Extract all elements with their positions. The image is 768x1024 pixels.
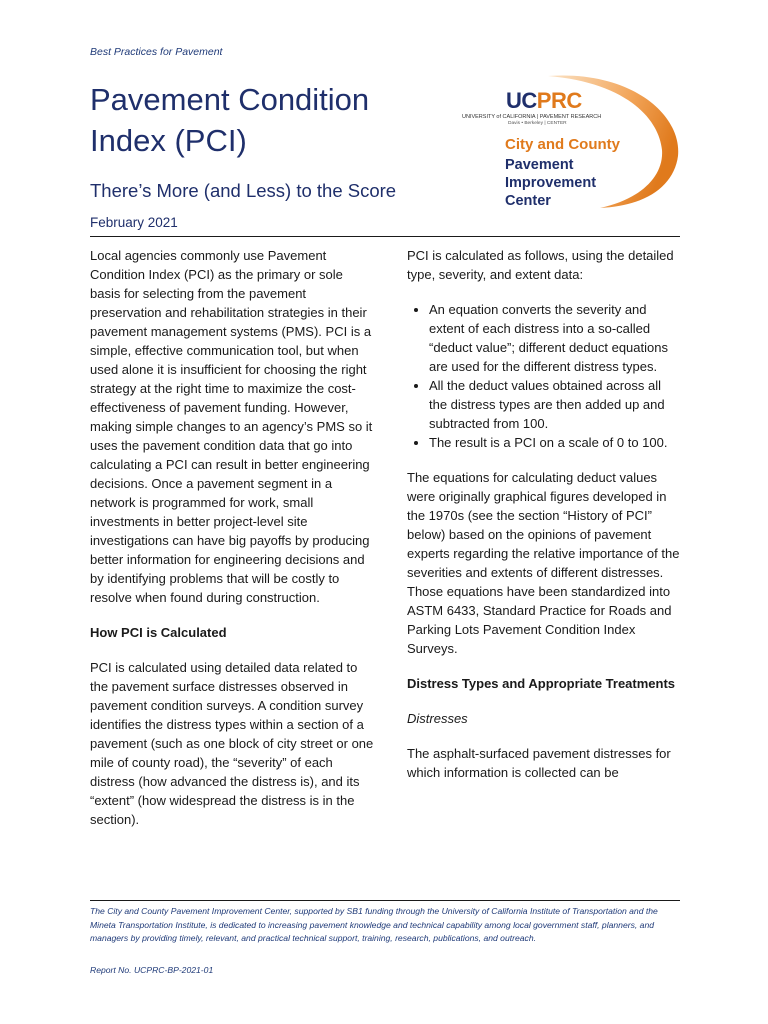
page-title (90, 79, 369, 161)
title-line-2: Index (PCI) (90, 123, 247, 158)
list-item: • The result is a PCI on a scale of 0 to 100. (429, 433, 682, 452)
report-number: Report No. UCPRC-BP-2021-01 (90, 965, 214, 975)
logo-center-line-2: Improvement (505, 175, 597, 191)
list-item: • An equation converts the severity and extent of each distress into a so-called “deduct value”; different deduct equations are used for the different distress types. (429, 300, 682, 376)
logo-city-county: City and County (505, 136, 620, 153)
publication-date: February 2021 (90, 215, 178, 230)
right-column (407, 246, 682, 798)
page-subtitle: There’s More (and Less) to the Score (90, 180, 397, 201)
subsection-heading-distresses: Distresses (407, 711, 468, 726)
calculation-paragraph: PCI is calculated using detailed data related to the pavement surface distresses observed in pavement condition surveys. A condition survey identifies the distress types within a section of a pavement (such as one block of city street or one mile of county road), the “severity” of each distress (how advanced the distress is), and its “extent” (how widespread the distress is in the section). (90, 660, 374, 827)
calc-steps-intro: PCI is calculated as follows, using the detailed type, severity, and extent data: (407, 248, 674, 282)
logo-center-line-3: Center (505, 193, 551, 209)
list-item: • All the deduct values obtained across all the distress types are then added up and subtracted from 100. (429, 376, 682, 433)
logo-uc: UC (506, 88, 537, 113)
equations-paragraph: The equations for calculating deduct values were originally graphical figures developed in the 1970s (see the section “History of PCI” below) based on the opinions of pavement experts regarding the relative importance of the severities and extents of different distresses. Those equations have been standardized into ASTM 6433, Standard Practice for Roads and Parking Lots Pavement Condition Index Surveys. (407, 470, 680, 656)
ucprc-logo (460, 74, 682, 212)
left-column (90, 246, 375, 845)
logo-prc: PRC (536, 88, 582, 113)
logo-center-line-1: Pavement (505, 157, 574, 173)
logo-university-line: UNIVERSITY of CALIFORNIA | PAVEMENT RESEARCH (462, 114, 602, 120)
logo-campus-line: Davis • Berkeley | CENTER (508, 121, 567, 126)
title-line-1: Pavement Condition (90, 82, 370, 117)
logo-wordmark (506, 88, 582, 114)
logo-center-name (505, 156, 596, 210)
series-label: Best Practices for Pavement (90, 46, 223, 58)
calc-steps-list (407, 300, 682, 452)
section-heading-distress-types: Distress Types and Appropriate Treatments (407, 676, 676, 691)
section-heading-how-pci-calculated: How PCI is Calculated (90, 625, 227, 640)
intro-paragraph: Local agencies commonly use Pavement Condition Index (PCI) as the primary or sole basis for selecting from the pavement preservation and rehabilitation strategies in their pavement management systems (PMS). PCI is a simple, effective communication tool, but when used alone it is insufficient for choosing the right strategy at the right time to maximize the cost-effectiveness of pavement funding. However, making simple changes to an agency’s PMS so it uses the pavement condition data that go into calculating a PCI can result in better engineering decisions. Once a pavement segment in a network is programmed for work, small investments in better project-level site investigations can have big payoffs by producing better information for engineering decisions and by identifying problems that will be costly to resolve when found during construction. (90, 248, 373, 605)
distress-paragraph: The asphalt-surfaced pavement distresses for which information is collected can be (407, 746, 671, 780)
footer-divider (90, 900, 680, 901)
footer-description: The City and County Pavement Improvement Center, supported by SB1 funding through the University of California Institute of Transportation and the Mineta Transportation Institute, is dedicated to increasing pavement knowledge and technical capability among local government staff, planners, and managers by providing timely, relevant, and practical technical support, training, research, publications, and outreach. (90, 906, 658, 943)
header-divider (90, 236, 680, 237)
